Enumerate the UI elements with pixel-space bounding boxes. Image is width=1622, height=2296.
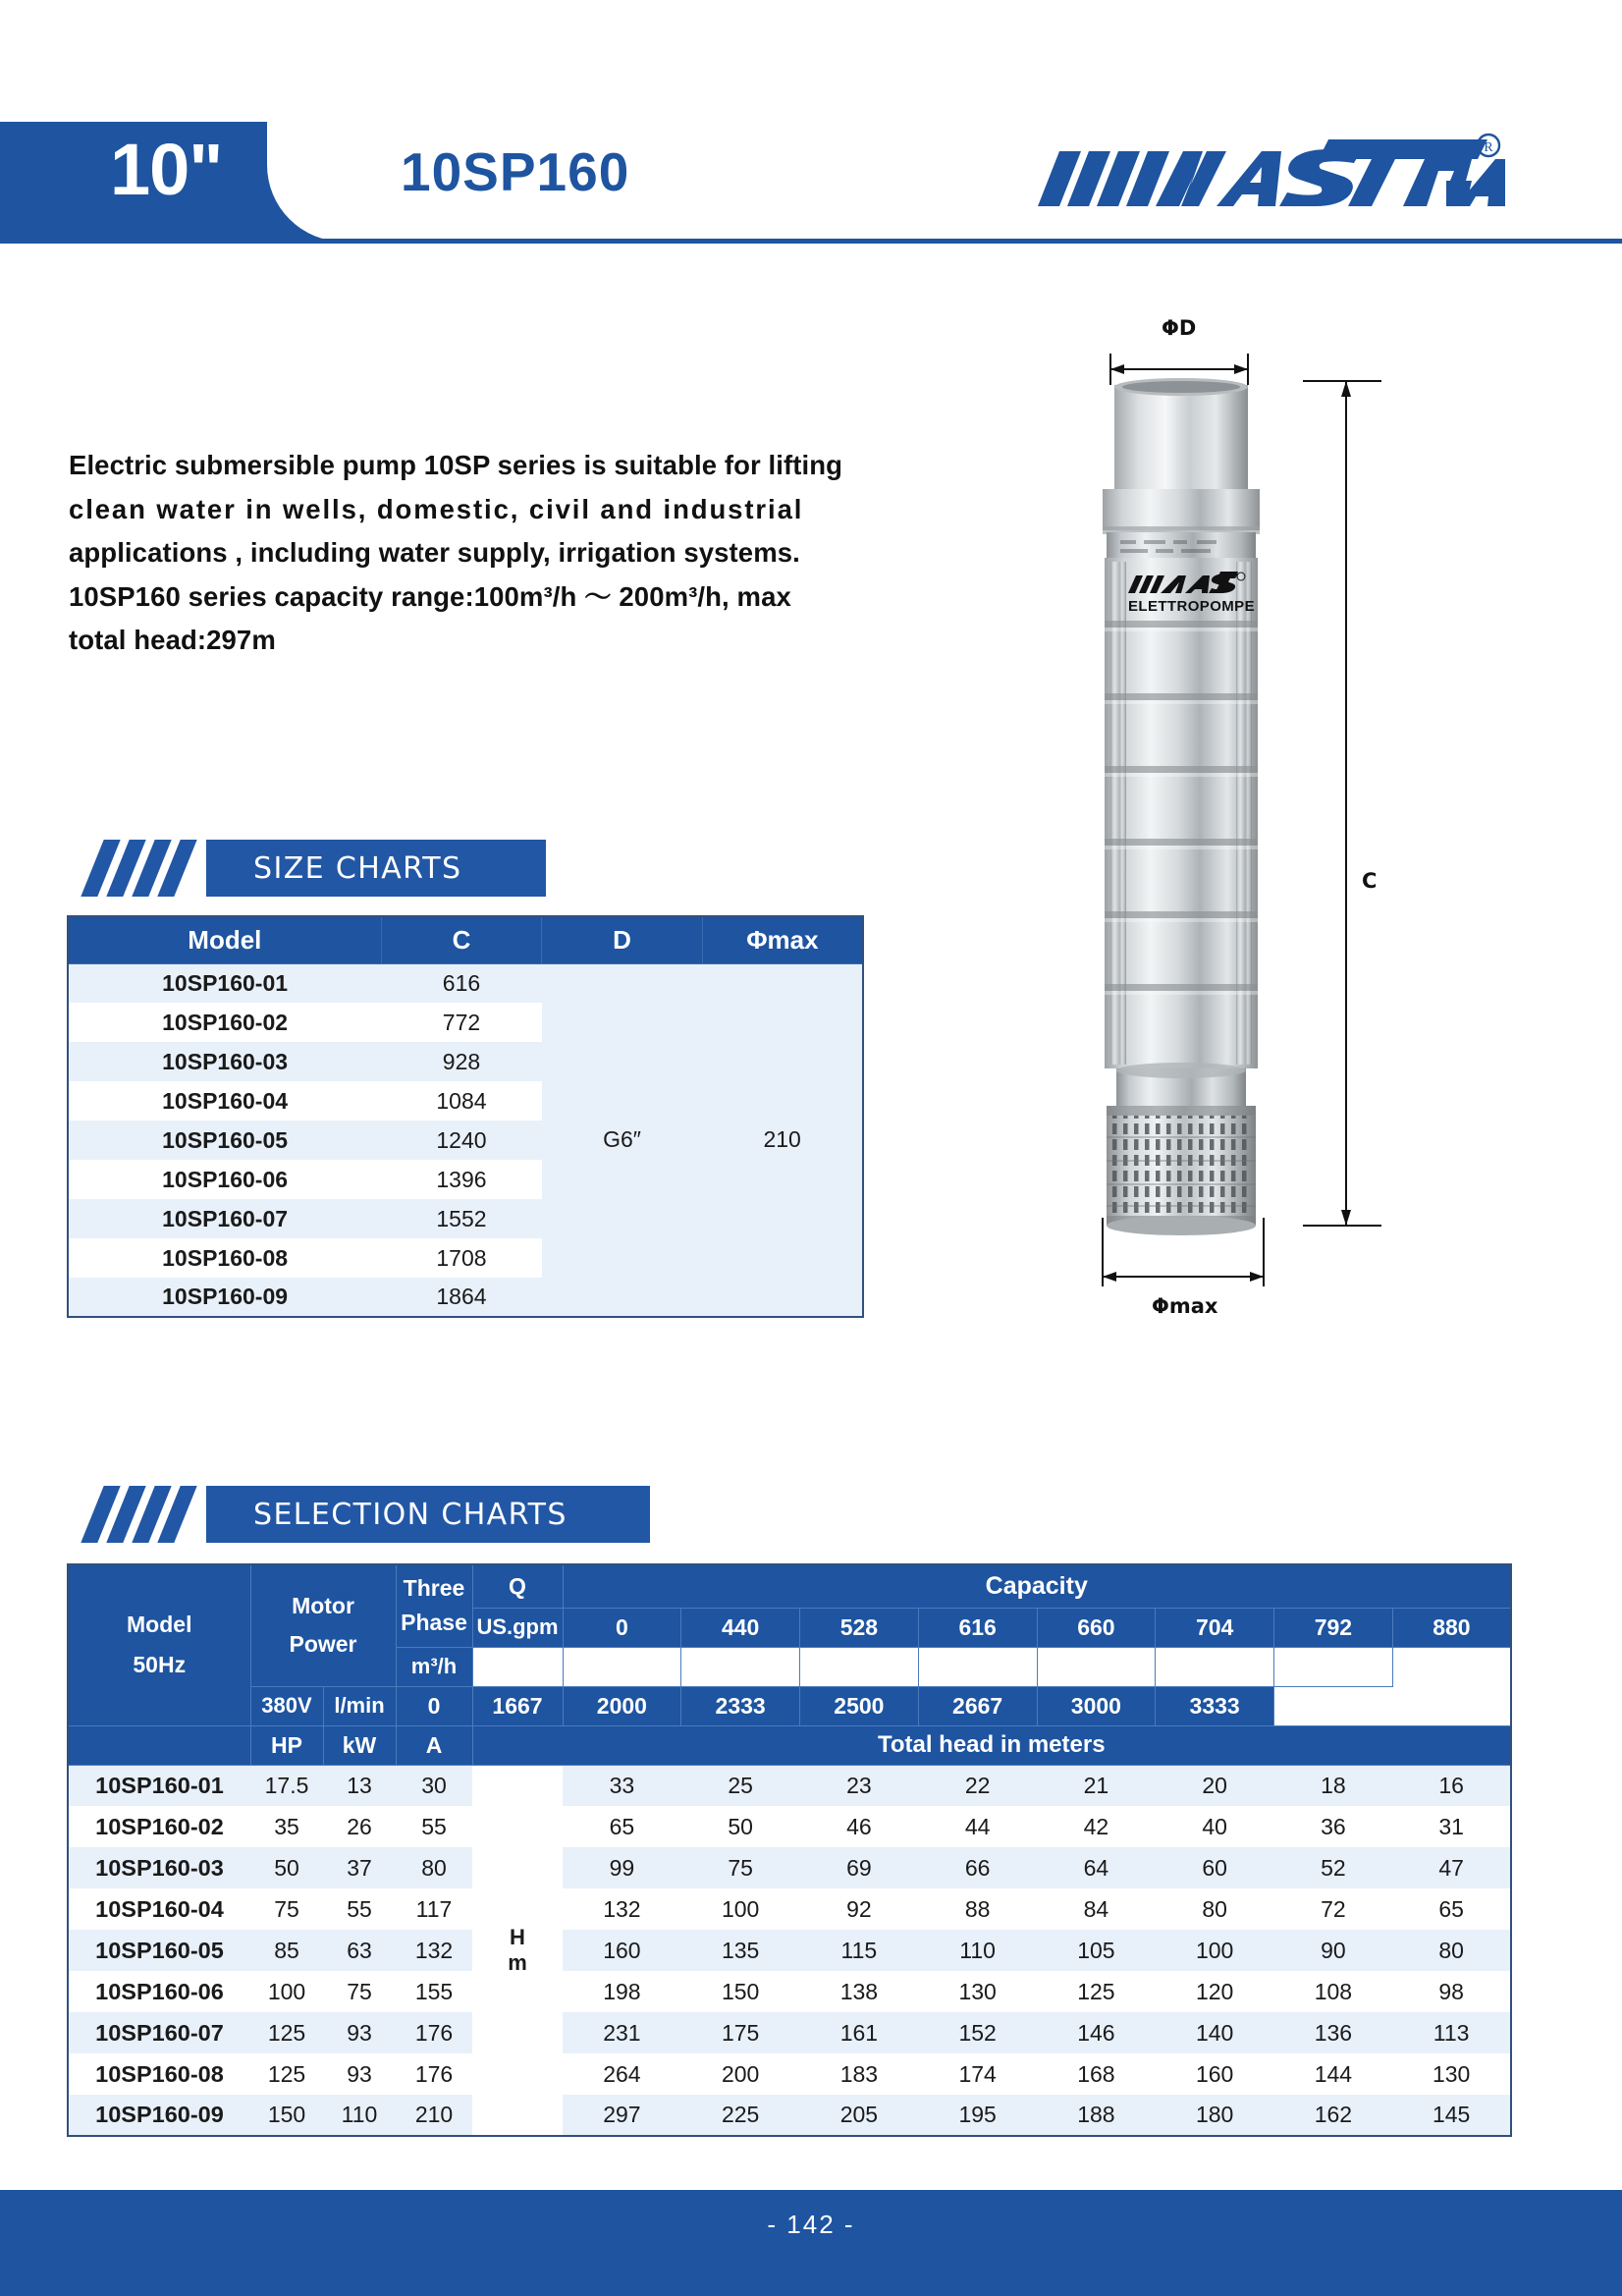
cap-m3h-5: 160 (1037, 1647, 1156, 1686)
size-cell-phimax: 210 (702, 963, 863, 1317)
table-row (68, 1765, 1511, 1806)
sel-col-amp: A (396, 1725, 472, 1765)
description-line-2: clean water in wells, domestic, civil and industrial (69, 493, 804, 524)
svg-text:ELETTROPOMPE: ELETTROPOMPE (1128, 598, 1255, 615)
sel-cell-head-5: 160 (1156, 2053, 1274, 2095)
sel-cell-hp: 125 (250, 2053, 323, 2095)
stripes-icon (90, 840, 218, 897)
dim-label-phi-max: Φmax (1152, 1294, 1218, 1318)
sel-cell-kw: 93 (323, 2053, 396, 2095)
sel-unit-lmin: l/min (323, 1686, 396, 1725)
sel-col-capacity: Capacity (563, 1564, 1511, 1608)
size-cell-c: 1084 (381, 1081, 542, 1121)
sel-cell-head-0: 33 (563, 1765, 681, 1806)
sel-cell-head-4: 105 (1037, 1930, 1156, 1971)
sel-cell-head-3: 152 (918, 2012, 1037, 2053)
size-cell-c: 772 (381, 1003, 542, 1042)
size-table-body (68, 963, 863, 1317)
sel-cell-head-6: 52 (1274, 1847, 1393, 1888)
sel-cell-amp: 176 (396, 2053, 472, 2095)
sel-cell-head-3: 66 (918, 1847, 1037, 1888)
sel-col-model (68, 1564, 250, 1725)
sel-cell-head-2: 69 (800, 1847, 919, 1888)
sel-cell-model: 10SP160-06 (68, 1971, 250, 2012)
size-cell-c: 928 (381, 1042, 542, 1081)
sel-cell-amp: 132 (396, 1930, 472, 1971)
description-line-5: total head:297m (69, 625, 276, 656)
sel-cell-head-1: 135 (681, 1930, 800, 1971)
table-row (68, 1930, 1511, 1971)
sel-cell-head-7: 31 (1392, 1806, 1511, 1847)
sel-cell-head-3: 88 (918, 1888, 1037, 1930)
sel-cell-head-3: 174 (918, 2053, 1037, 2095)
cap-lmin-2: 2000 (563, 1686, 681, 1725)
page-title: 10SP160 (401, 141, 630, 202)
sel-cell-head-6: 72 (1274, 1888, 1393, 1930)
sel-cell-head-7: 65 (1392, 1888, 1511, 1930)
sel-cell-head-3: 44 (918, 1806, 1037, 1847)
size-charts-heading-text: SIZE CHARTS (253, 850, 462, 886)
page-header (0, 0, 1622, 244)
stripes-icon (90, 1486, 218, 1543)
sel-cell-hp: 75 (250, 1888, 323, 1930)
sel-cell-head-6: 18 (1274, 1765, 1393, 1806)
sel-cell-amp: 55 (396, 1806, 472, 1847)
sel-cell-head-4: 168 (1037, 2053, 1156, 2095)
sel-cell-head-6: 144 (1274, 2053, 1393, 2095)
sel-cell-head-0: 99 (563, 1847, 681, 1888)
sel-cell-head-1: 175 (681, 2012, 800, 2053)
cap-m3h-6: 180 (1156, 1647, 1274, 1686)
size-col-d: D (542, 916, 703, 963)
sel-cell-hp: 35 (250, 1806, 323, 1847)
sel-cell-amp: 117 (396, 1888, 472, 1930)
sel-cell-head-0: 264 (563, 2053, 681, 2095)
sel-cell-head-3: 110 (918, 1930, 1037, 1971)
sel-cell-head-7: 47 (1392, 1847, 1511, 1888)
sel-cell-amp: 176 (396, 2012, 472, 2053)
size-cell-model: 10SP160-09 (68, 1278, 381, 1317)
size-charts-heading-bar (206, 840, 546, 897)
cap-m3h-0: 0 (472, 1647, 563, 1686)
cap-usgpm-5: 704 (1156, 1608, 1274, 1647)
sel-cell-kw: 13 (323, 1765, 396, 1806)
sel-cell-kw: 55 (323, 1888, 396, 1930)
cap-m3h-7: 200 (1274, 1647, 1393, 1686)
sel-cell-head-1: 75 (681, 1847, 800, 1888)
size-cell-model: 10SP160-03 (68, 1042, 381, 1081)
size-cell-model: 10SP160-08 (68, 1238, 381, 1278)
cap-lmin-4: 2500 (800, 1686, 919, 1725)
sel-cell-head-4: 146 (1037, 2012, 1156, 2053)
table-row (68, 2095, 1511, 2136)
sel-cell-head-5: 60 (1156, 1847, 1274, 1888)
sel-cell-kw: 26 (323, 1806, 396, 1847)
sel-cell-hp: 125 (250, 2012, 323, 2053)
selection-charts-heading-text: SELECTION CHARTS (253, 1497, 568, 1532)
sel-cell-head-5: 140 (1156, 2012, 1274, 2053)
size-charts-table (67, 915, 864, 1318)
size-cell-model: 10SP160-05 (68, 1121, 381, 1160)
sel-cell-head-6: 36 (1274, 1806, 1393, 1847)
pump-size-label: 10" (110, 129, 223, 210)
sel-cell-head-4: 84 (1037, 1888, 1156, 1930)
sel-cell-head-3: 195 (918, 2095, 1037, 2136)
sel-cell-head-4: 42 (1037, 1806, 1156, 1847)
dim-label-phi-d: ΦD (1162, 316, 1197, 340)
sel-cell-head-4: 64 (1037, 1847, 1156, 1888)
cap-m3h-1: 100 (563, 1647, 681, 1686)
sel-cell-model: 10SP160-05 (68, 1930, 250, 1971)
sel-col-voltage: 380V (250, 1686, 323, 1725)
size-cell-model: 10SP160-01 (68, 963, 381, 1003)
sel-cell-model: 10SP160-02 (68, 1806, 250, 1847)
sel-col-motor-line1: Motor (292, 1593, 354, 1619)
sel-cell-head-2: 115 (800, 1930, 919, 1971)
cap-usgpm-2: 528 (800, 1608, 919, 1647)
sel-cell-head-4: 188 (1037, 2095, 1156, 2136)
size-cell-model: 10SP160-04 (68, 1081, 381, 1121)
size-col-model: Model (68, 916, 381, 963)
cap-m3h-3: 140 (800, 1647, 919, 1686)
selection-charts-table (67, 1563, 1512, 2137)
cap-usgpm-7: 880 (1392, 1608, 1511, 1647)
table-row (68, 2012, 1511, 2053)
size-cell-c: 616 (381, 963, 542, 1003)
sel-cell-head-7: 113 (1392, 2012, 1511, 2053)
sel-cell-head-5: 180 (1156, 2095, 1274, 2136)
sel-col-three-phase (396, 1564, 472, 1647)
sel-cell-amp: 210 (396, 2095, 472, 2136)
size-cell-model: 10SP160-06 (68, 1160, 381, 1199)
sel-cell-head-0: 231 (563, 2012, 681, 2053)
c-dimension (1303, 381, 1381, 1226)
sel-unit-usgpm: US.gpm (472, 1608, 563, 1647)
description-line-3: applications , including water supply, irrigation systems. (69, 537, 800, 569)
sel-cell-head-1: 100 (681, 1888, 800, 1930)
sel-cell-head-4: 21 (1037, 1765, 1156, 1806)
cap-m3h-2: 120 (681, 1647, 800, 1686)
sel-cell-model: 10SP160-03 (68, 1847, 250, 1888)
sel-cell-head-0: 65 (563, 1806, 681, 1847)
description-line-4: 10SP160 series capacity range:100m³/h ～ 200m³/h, max (69, 580, 791, 612)
sel-cell-head-0: 198 (563, 1971, 681, 2012)
sel-col-hp: HP (250, 1725, 323, 1765)
sel-cell-head-5: 100 (1156, 1930, 1274, 1971)
header-divider (0, 239, 1622, 244)
sel-cell-amp: 30 (396, 1765, 472, 1806)
sel-cell-head-2: 183 (800, 2053, 919, 2095)
table-row (68, 1971, 1511, 2012)
head-unit-label: H m (472, 1765, 563, 2136)
sel-cell-head-5: 40 (1156, 1806, 1274, 1847)
sel-cell-head-6: 136 (1274, 2012, 1393, 2053)
sel-subhead-blank (68, 1725, 250, 1765)
sel-cell-head-7: 145 (1392, 2095, 1511, 2136)
size-table-header-row (68, 916, 863, 963)
page-footer (0, 2190, 1622, 2296)
sel-cell-head-0: 132 (563, 1888, 681, 1930)
size-col-c: C (381, 916, 542, 963)
sel-cell-kw: 75 (323, 1971, 396, 2012)
cap-lmin-1: 1667 (472, 1686, 563, 1725)
product-description (69, 444, 1060, 663)
cap-lmin-0: 0 (396, 1686, 472, 1725)
sel-cell-head-1: 225 (681, 2095, 800, 2136)
sel-cell-head-2: 46 (800, 1806, 919, 1847)
sel-cell-head-2: 23 (800, 1765, 919, 1806)
sel-cell-hp: 150 (250, 2095, 323, 2136)
sel-cell-head-7: 98 (1392, 1971, 1511, 2012)
sel-cell-head-5: 20 (1156, 1765, 1274, 1806)
svg-text:R: R (1484, 140, 1493, 155)
cap-lmin-5: 2667 (918, 1686, 1037, 1725)
sel-cell-hp: 85 (250, 1930, 323, 1971)
mastra-logo-svg (1034, 130, 1505, 216)
pump-diagram (1055, 304, 1468, 1404)
sel-cell-head-1: 50 (681, 1806, 800, 1847)
sel-cell-head-1: 200 (681, 2053, 800, 2095)
sel-cell-hp: 100 (250, 1971, 323, 2012)
sel-col-motor-power (250, 1564, 396, 1686)
sel-col-model-line1: Model (127, 1612, 192, 1638)
selection-charts-heading-bar (206, 1486, 650, 1543)
selection-table-body (68, 1765, 1511, 2136)
cap-lmin-7: 3333 (1156, 1686, 1274, 1725)
table-row (68, 1806, 1511, 1847)
sel-cell-head-2: 161 (800, 2012, 919, 2053)
sel-cell-amp: 80 (396, 1847, 472, 1888)
description-line-1: Electric submersible pump 10SP series is suitable for lifting (69, 450, 843, 480)
sel-cell-head-0: 297 (563, 2095, 681, 2136)
cap-lmin-6: 3000 (1037, 1686, 1156, 1725)
table-row (68, 1888, 1511, 1930)
sel-cell-head-7: 80 (1392, 1930, 1511, 1971)
page-number: - 142 - (767, 2210, 855, 2239)
size-cell-d: G6″ (542, 963, 703, 1317)
sel-cell-hp: 17.5 (250, 1765, 323, 1806)
sel-col-model-line2: 50Hz (133, 1652, 187, 1678)
mastra-logo (1034, 130, 1505, 216)
sel-cell-head-3: 130 (918, 1971, 1037, 2012)
sel-unit-m3h: m³/h (396, 1647, 472, 1686)
size-cell-c: 1240 (381, 1121, 542, 1160)
sel-cell-head-2: 138 (800, 1971, 919, 2012)
selection-table-header (68, 1564, 1511, 1765)
cap-usgpm-4: 660 (1037, 1608, 1156, 1647)
sel-cell-head-0: 160 (563, 1930, 681, 1971)
sel-cell-kw: 63 (323, 1930, 396, 1971)
size-cell-c: 1708 (381, 1238, 542, 1278)
sel-cell-head-2: 205 (800, 2095, 919, 2136)
table-row (68, 2053, 1511, 2095)
sel-cell-amp: 155 (396, 1971, 472, 2012)
cap-usgpm-0: 0 (563, 1608, 681, 1647)
sel-cell-head-6: 162 (1274, 2095, 1393, 2136)
sel-cell-hp: 50 (250, 1847, 323, 1888)
sel-cell-head-5: 80 (1156, 1888, 1274, 1930)
sel-col-kw: kW (323, 1725, 396, 1765)
cap-m3h-4: 150 (918, 1647, 1037, 1686)
sel-cell-model: 10SP160-01 (68, 1765, 250, 1806)
sel-cell-head-7: 16 (1392, 1765, 1511, 1806)
selection-header-row-4 (68, 1686, 1511, 1725)
size-cell-c: 1864 (381, 1278, 542, 1317)
table-row (68, 963, 863, 1003)
sel-cell-kw: 37 (323, 1847, 396, 1888)
size-cell-c: 1396 (381, 1160, 542, 1199)
selection-header-row-1 (68, 1564, 1511, 1608)
pump-diagram-svg (1055, 304, 1468, 1404)
sel-col-phase-line2: Phase (401, 1610, 467, 1636)
cap-usgpm-6: 792 (1274, 1608, 1393, 1647)
sel-cell-model: 10SP160-08 (68, 2053, 250, 2095)
sel-col-motor-line2: Power (289, 1631, 357, 1658)
cap-usgpm-1: 440 (681, 1608, 800, 1647)
size-cell-model: 10SP160-02 (68, 1003, 381, 1042)
sel-cell-head-6: 90 (1274, 1930, 1393, 1971)
selection-header-row-5 (68, 1725, 1511, 1765)
cap-lmin-3: 2333 (681, 1686, 800, 1725)
sel-cell-head-4: 125 (1037, 1971, 1156, 2012)
sel-cell-head-1: 150 (681, 1971, 800, 2012)
sel-cell-model: 10SP160-07 (68, 2012, 250, 2053)
sel-cell-head-1: 25 (681, 1765, 800, 1806)
dim-label-c: C (1362, 869, 1378, 893)
size-cell-model: 10SP160-07 (68, 1199, 381, 1238)
sel-cell-kw: 110 (323, 2095, 396, 2136)
sel-cell-model: 10SP160-04 (68, 1888, 250, 1930)
sel-cell-head-5: 120 (1156, 1971, 1274, 2012)
sel-col-total-head: Total head in meters (472, 1725, 1511, 1765)
sel-cell-head-7: 130 (1392, 2053, 1511, 2095)
size-cell-c: 1552 (381, 1199, 542, 1238)
sel-cell-head-3: 22 (918, 1765, 1037, 1806)
cap-usgpm-3: 616 (918, 1608, 1037, 1647)
sel-cell-model: 10SP160-09 (68, 2095, 250, 2136)
sel-col-q: Q (472, 1564, 563, 1608)
sel-cell-head-2: 92 (800, 1888, 919, 1930)
sel-col-phase-line1: Three (403, 1575, 465, 1602)
table-row (68, 1847, 1511, 1888)
sel-cell-head-6: 108 (1274, 1971, 1393, 2012)
sel-cell-kw: 93 (323, 2012, 396, 2053)
size-col-phimax: Φmax (702, 916, 863, 963)
